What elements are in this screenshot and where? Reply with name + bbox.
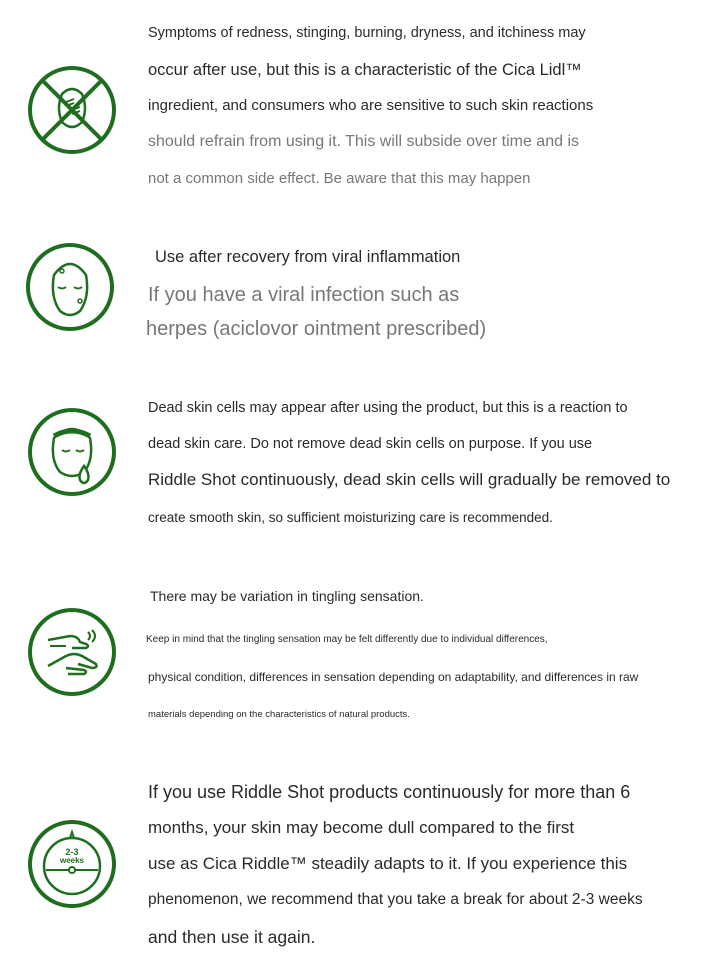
section-2-line-2: If you have a viral infection such as xyxy=(148,284,460,306)
section-4-line-2: Keep in mind that the tingling sensation may be felt differently due to individual differences, xyxy=(146,634,548,645)
section-5-line-4: phenomenon, we recommend that you take a break for about 2-3 weeks xyxy=(148,891,643,908)
no-face-irritation-icon xyxy=(26,64,118,156)
section-5-line-1: If you use Riddle Shot products continuously for more than 6 xyxy=(148,782,631,802)
section-4-line-4: materials depending on the characteristics of natural products. xyxy=(148,709,410,720)
section-4-line-3: physical condition, differences in sensation depending on adaptability, and differences in raw xyxy=(148,670,639,684)
section-5-line-3: use as Cica Riddle™ steadily adapts to it. If you experience this xyxy=(148,854,628,873)
weeks-clock-label-bottom: weeks xyxy=(59,856,85,865)
section-1-line-2: occur after use, but this is a characteristic of the Cica Lidl™ xyxy=(148,61,582,79)
section-2-line-3: herpes (aciclovor ointment prescribed) xyxy=(146,318,487,340)
weeks-clock-icon xyxy=(26,818,118,910)
section-1-line-3: ingredient, and consumers who are sensitive to such skin reactions xyxy=(148,97,594,114)
face-with-drop-icon xyxy=(26,406,118,498)
section-2-line-1: Use after recovery from viral inflammation xyxy=(155,248,461,266)
section-1-line-1: Symptoms of redness, stinging, burning, dryness, and itchiness may xyxy=(148,25,586,41)
section-5-line-2: months, your skin may become dull compared to the first xyxy=(148,818,575,837)
section-3-line-4: create smooth skin, so sufficient moisturizing care is recommended. xyxy=(148,510,553,525)
section-1-line-5: not a common side effect. Be aware that this may happen xyxy=(148,170,531,187)
face-with-spots-icon xyxy=(24,241,116,333)
section-3-line-1: Dead skin cells may appear after using the product, but this is a reaction to xyxy=(148,400,628,416)
weeks-clock-label-top: 2-3 xyxy=(65,847,79,857)
hands-tingling-icon xyxy=(26,606,118,698)
section-5-line-5: and then use it again. xyxy=(148,927,316,947)
section-3-line-2: dead skin care. Do not remove dead skin cells on purpose. If you use xyxy=(148,436,593,452)
section-3-line-3: Riddle Shot continuously, dead skin cells will gradually be removed to xyxy=(148,470,671,489)
section-4-line-1: There may be variation in tingling sensation. xyxy=(150,588,424,604)
section-1-line-4: should refrain from using it. This will subside over time and is xyxy=(148,133,579,150)
